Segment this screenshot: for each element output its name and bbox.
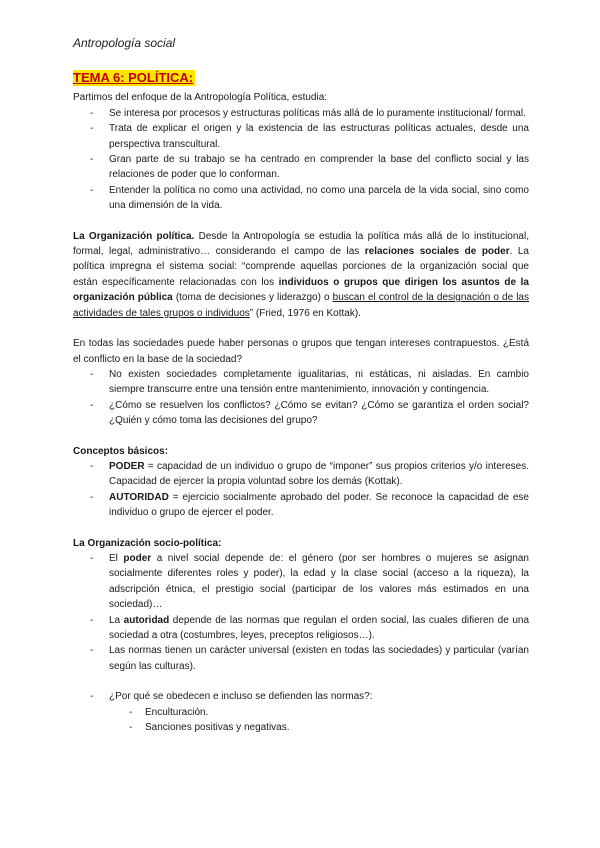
list-item: - Las normas tienen un carácter universal (existen en todas las sociedades) y particular (varían según las culturas). xyxy=(73,643,529,674)
list-item: - No existen sociedades completamente igualitarias, ni estáticas, ni aisladas. En cambio siempre transcurre entre una tensión entre mantenimiento, innovación y contingencia. xyxy=(73,367,529,398)
conceptos-heading: Conceptos básicos: xyxy=(73,445,169,457)
normas-sublist xyxy=(73,705,529,736)
list-item: - El poder a nivel social depende de: el género (por ser hombres o mujeres se asignan socialmente diferentes roles y poder), la edad y la clase social (acceso a la riqueza), la adscripción étnica, el prestigio social (participar de los valores más estimados en una sociedad)… xyxy=(73,551,529,613)
sub-list-item: - Sanciones positivas y negativas. xyxy=(73,720,529,735)
conflicto-paragraph: En todas las sociedades puede haber personas o grupos que tengan intereses contrapuestos. ¿Está el conflicto en la base de la sociedad? xyxy=(73,338,529,365)
section-title: TEMA 6: POLÍTICA: xyxy=(73,70,194,85)
running-header: Antropología social xyxy=(73,36,176,50)
list-item: - Se interesa por procesos y estructuras políticas más allá de lo puramente institucional/ formal. xyxy=(73,106,529,121)
intro-text: Partimos del enfoque de la Antropología Política, estudia: xyxy=(73,92,328,104)
list-item: - La autoridad depende de las normas que regulan el orden social, las cuales difieren de una sociedad a otra (costumbres, leyes, preceptos religiosos…). xyxy=(73,613,529,644)
list-item: - ¿Por qué se obedecen e incluso se defienden las normas?: xyxy=(73,689,529,704)
conflicto-list xyxy=(73,367,529,429)
intro-list xyxy=(73,106,529,214)
normas-question-list xyxy=(73,689,529,704)
org-politica-label: La Organización política. xyxy=(73,230,195,242)
org-politica-paragraph: La Organización política. Desde la Antropología se estudia la política más allá de lo institucional, formal, legal, administrativo… considerando el campo de las relaciones sociales de poder. La política impregna el sistema social: “comprende aquellas porciones de la organización social que están específicamente relacionadas con los individuos o grupos que dirigen los asuntos de la organización pública (toma de decisiones y liderazgo) o buscan el control de la designación o de las actividades de tales grupos o individuos” (Fried, 1976 en Kottak). xyxy=(73,230,529,319)
list-item: - Gran parte de su trabajo se ha centrado en comprender la base del conflicto social y las relaciones de poder que lo conforman. xyxy=(73,152,529,183)
list-item: - Entender la política no como una actividad, no como una parcela de la vida social, sino como una dimensión de la vida. xyxy=(73,183,529,214)
document-body xyxy=(73,70,529,735)
sociopolitica-list xyxy=(73,551,529,674)
sub-list-item: - Enculturación. xyxy=(73,705,529,720)
list-item: - ¿Cómo se resuelven los conflictos? ¿Cómo se evitan? ¿Cómo se garantiza el orden social? ¿Quién y cómo toma las decisiones del grupo? xyxy=(73,398,529,429)
list-item: - Trata de explicar el origen y la existencia de las estructuras políticas actuales, desde una perspectiva transcultural. xyxy=(73,121,529,152)
sociopolitica-heading: La Organización socio-política: xyxy=(73,537,222,549)
list-item: - PODER = capacidad de un individuo o grupo de “imponer” sus propios criterios y/o intereses. Capacidad de ejercer la propia voluntad sobre los demás (Kottak). xyxy=(73,459,529,490)
conceptos-list xyxy=(73,459,529,521)
list-item: - AUTORIDAD = ejercicio socialmente aprobado del poder. Se reconoce la capacidad de ese individuo o grupo de ejercer el poder. xyxy=(73,490,529,521)
